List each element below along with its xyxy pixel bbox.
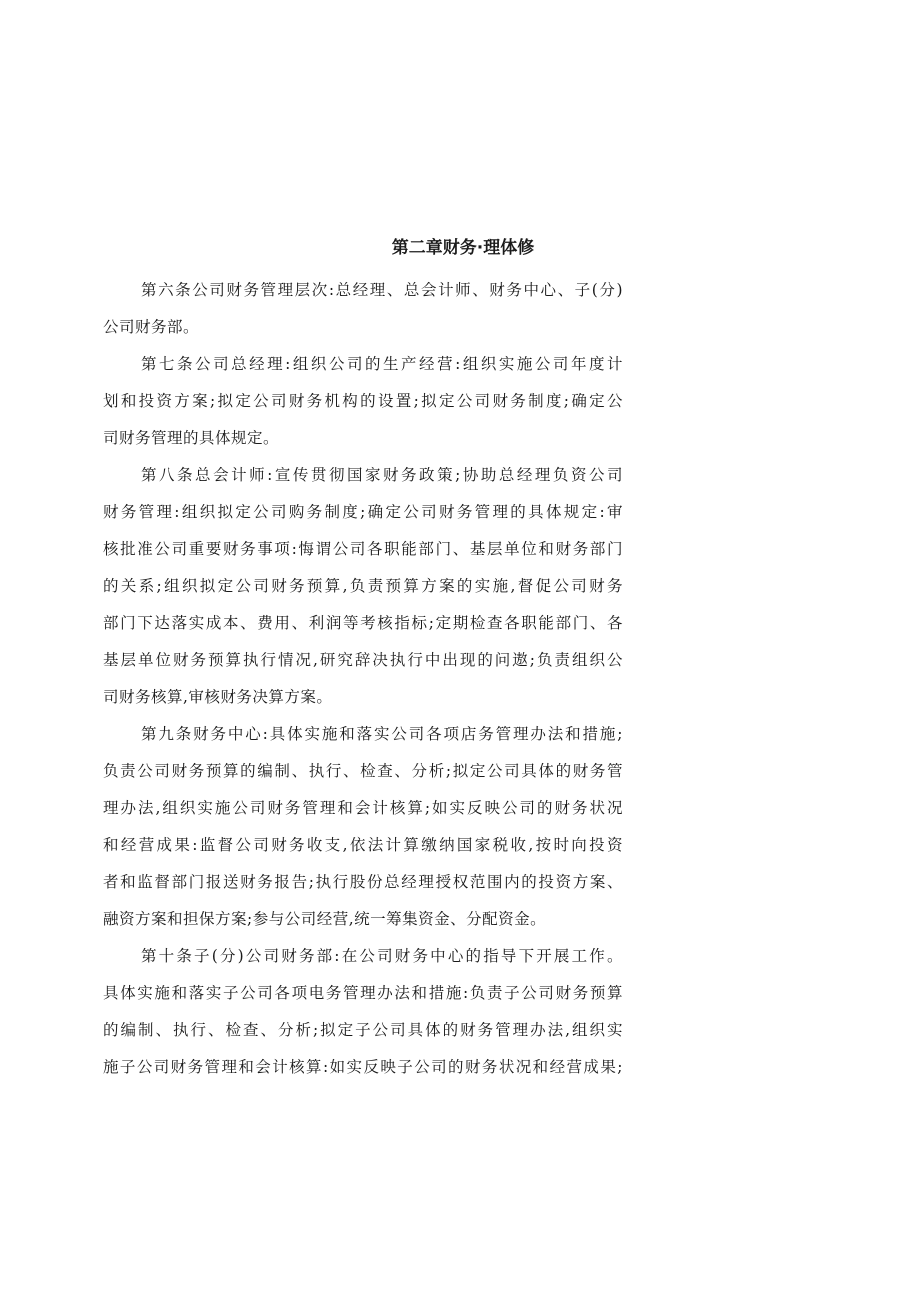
- text-line: 第八条总会计师:宣传贯彻国家财务政策;协助总经理负资公司: [141, 466, 623, 484]
- text-line: 和经营成果:监督公司财务收支,依法计算缴纳国家税收,按时向投资: [103, 836, 623, 854]
- text-line: 第七条公司总经理:组织公司的生产经营:组织实施公司年度计: [141, 355, 623, 373]
- text-line: 的编制、执行、检查、分析;拟定子公司具体的财务管理办法,组织实: [103, 1021, 623, 1039]
- text-line: 司财务管理的具体规定。: [103, 429, 280, 447]
- text-line: 第九条财务中心:具体实施和落实公司各项店务管理办法和措施;: [141, 725, 623, 743]
- text-line: 基层单位财务预算执行情况,研究辞决执行中出现的问遨;负责组织公: [103, 651, 623, 669]
- text-line: 具体实施和落实子公司各项电务管理办法和措施:负责子公司财务预算: [103, 984, 623, 1002]
- text-line: 第十条子(分)公司财务部:在公司财务中心的指导下开展工作。: [141, 947, 623, 965]
- chapter-title: 第二章财务·理体修: [391, 238, 535, 258]
- text-line: 的关系;组织拟定公司财务预算,负责预算方案的实施,督促公司财务: [103, 577, 623, 595]
- text-line: 者和监督部门报送财务报告;执行股份总经理授权范围内的投资方案、: [103, 873, 623, 891]
- text-line: 理办法,组织实施公司财务管理和会计核算;如实反映公司的财务状况: [103, 799, 623, 817]
- text-line: 司财务核算,审核财务决算方案。: [103, 688, 333, 706]
- text-line: 施子公司财务管理和会计核算:如实反映子公司的财务状况和经营成果;: [103, 1058, 623, 1076]
- text-line: 划和投资方案;拟定公司财务机构的设置;拟定公司财务制度;确定公: [103, 392, 623, 410]
- text-line: 部门下达落实成本、费用、利润等考核指标;定期检查各职能部门、各: [103, 614, 623, 632]
- body-text: [103, 272, 623, 1086]
- text-line: 融资方案和担保方案;参与公司经营,统一筹集资金、分配资金。: [103, 910, 547, 928]
- text-line: 负责公司财务预算的编制、执行、检查、分析;拟定公司具体的财务管: [103, 762, 623, 780]
- text-line: 核批准公司重要财务事项:悔谓公司各职能部门、基层单位和财务部门: [103, 540, 623, 558]
- text-line: 第六条公司财务管理层次:总经理、总会计师、财务中心、子(分): [141, 281, 623, 299]
- text-line: 财务管理:组织拟定公司购务制度;确定公司财务管理的具体规定:审: [103, 503, 623, 521]
- text-line: 公司财务部。: [103, 318, 200, 336]
